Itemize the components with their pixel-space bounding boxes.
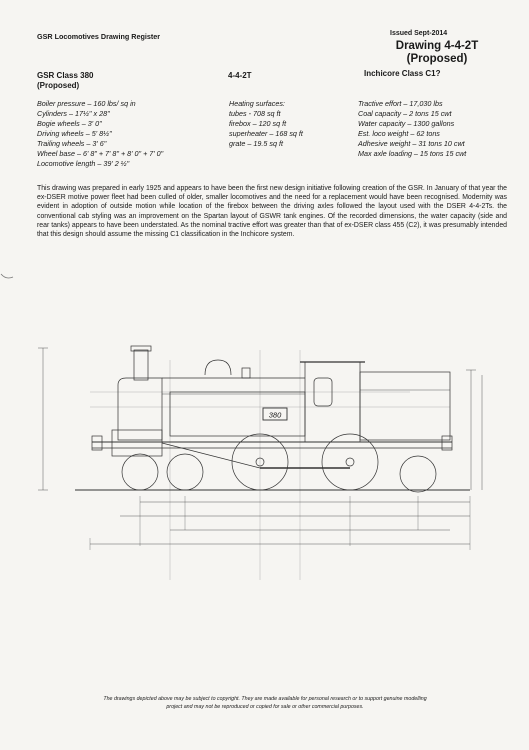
drawing-title (362, 40, 512, 66)
spec-item: Max axle loading – 15 tons 15 cwt (358, 149, 467, 158)
spec-column-heating (229, 99, 303, 149)
spec-item: grate – 19.5 sq ft (229, 139, 283, 148)
drawing-title-line2: (Proposed) (406, 53, 468, 65)
spec-item: Coal capacity – 2 tons 15 cwt (358, 109, 452, 118)
spec-item: Tractive effort – 17,030 lbs (358, 99, 443, 108)
inchicore-class: Inchicore Class C1? (364, 69, 441, 78)
spec-item: Heating surfaces: (229, 99, 285, 108)
spec-item: Adhesive weight – 31 tons 10 cwt (358, 139, 465, 148)
issued-date: Issued Sept-2014 (390, 30, 448, 37)
spec-item: Trailing wheels – 3' 6" (37, 139, 107, 148)
number-plate: 380 (268, 410, 282, 420)
spec-column-capacity (358, 99, 466, 159)
spec-item: Boiler pressure – 160 lbs/ sq in (37, 99, 136, 108)
register-title: GSR Locomotives Drawing Register (37, 32, 161, 41)
spec-item: superheater – 168 sq ft (229, 129, 303, 138)
scan-mark (0, 272, 14, 282)
drawing-title-line1: Drawing 4-4-2T (395, 40, 479, 52)
class-name (37, 71, 93, 91)
class-name-line2: (Proposed) (37, 81, 80, 90)
spec-item: tubes - 708 sq ft (229, 109, 281, 118)
locomotive-drawing (30, 330, 500, 630)
wheel-arrangement: 4-4-2T (228, 71, 252, 80)
spec-item: Locomotive length – 39' 2 ½" (37, 159, 130, 168)
spec-item: Cylinders – 17½" x 28" (37, 109, 110, 118)
class-name-line1: GSR Class 380 (37, 71, 94, 80)
description-paragraph: This drawing was prepared in early 1925 and appears to have been the first new design initiative following creation of the GSR. In January of that year the ex-DSER motive power fleet had been culled of older, smaller locomotives and the need for a replacement would have been recognised. Modernity was evident in adoption of outside motion while location of the firebox between the driving axles followed the layout used with the DSER 4-4-2Ts. the conventional cab styling was an improvement on the Spartan layout of GSWR tank engines. Of the recorded dimensions, the water capacity (side and rear tanks) appears to have been understated. As the nominal tractive effort was greater than that of ex-DSER class 455 (C2), it was presumably intended that this design should assume the missing C1 classification in the Inchicore system. (37, 185, 507, 239)
spec-item: Wheel base – 6' 8" + 7' 8" + 8' 0" + 7' 0" (37, 149, 164, 158)
spec-item: Bogie wheels – 3' 0" (37, 119, 102, 128)
spec-item: Driving wheels – 5' 8½" (37, 129, 112, 138)
copyright-footer (40, 695, 490, 711)
footer-line1: The drawings depicted above may be subject to copyright. They are made available for personal research or to support genuine modelling (103, 696, 427, 702)
footer-line2: project and may not be reproduced or copied for sale or other commercial purposes. (166, 704, 364, 710)
spec-item: Water capacity – 1300 gallons (358, 119, 455, 128)
spec-column-dimensions (37, 99, 163, 169)
spec-item: firebox – 120 sq ft (229, 119, 287, 128)
spec-item: Est. loco weight – 62 tons (358, 129, 440, 138)
